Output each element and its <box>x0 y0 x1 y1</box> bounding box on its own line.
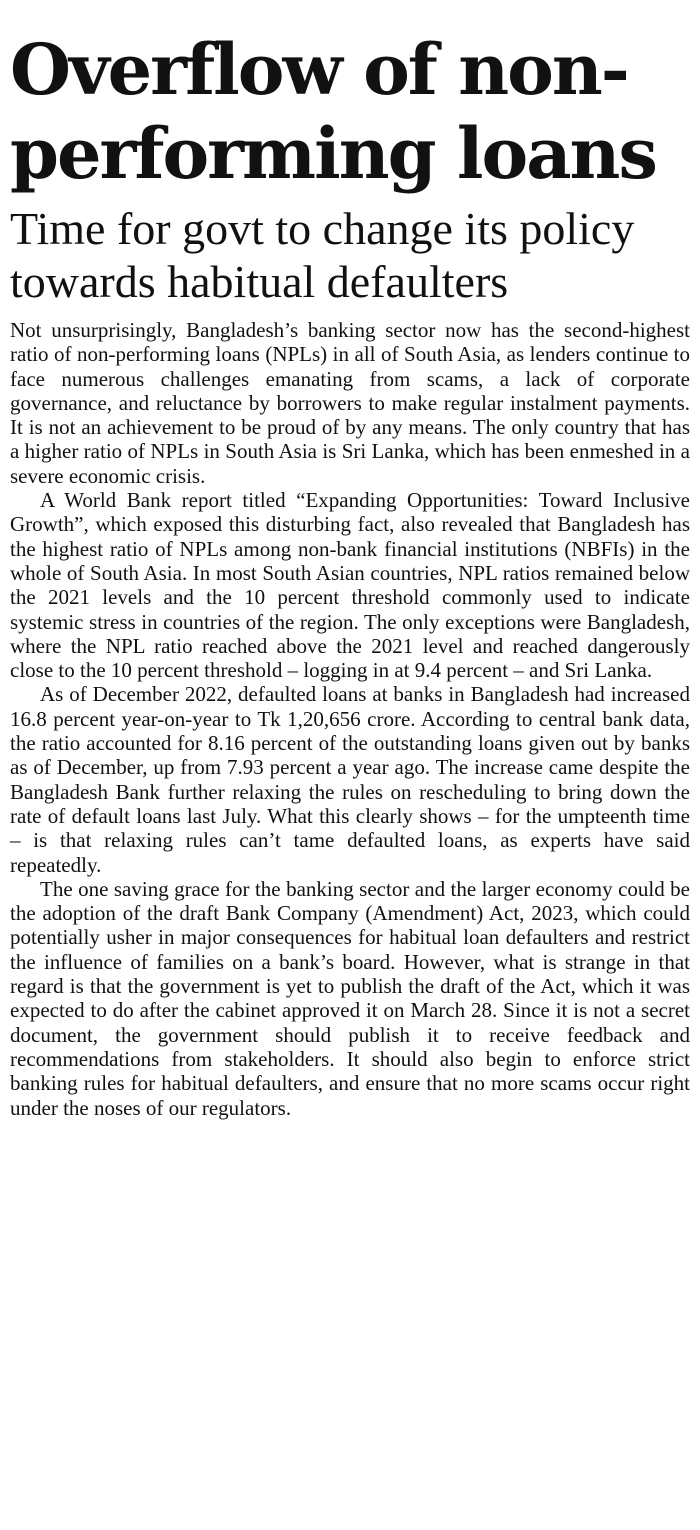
editorial-article <box>10 0 690 1120</box>
subheadline: Time for govt to change its policy towards habitual defaulters <box>10 203 635 307</box>
paragraph-4: The one saving grace for the banking sector and the larger economy could be the adoption of the draft Bank Company (Amendment) Act, 2023, which could potentially usher in major consequences for habitual loan defaulters and restrict the influence of families on a bank’s board. However, what is strange in that regard is that the government is yet to publish the draft of the Act, which it was expected to do after the cabinet approved it on March 28. Since it is not a secret document, the government should publish it to receive feedback and recommendations from stakeholders. It should also begin to enforce strict banking rules for habitual defaulters, and ensure that no more scams occur right under the noses of our regulators. <box>10 876 690 1120</box>
paragraph-3: As of December 2022, defaulted loans at banks in Bangladesh had increased 16.8 percent year-on-year to Tk 1,20,656 crore. According to central bank data, the ratio accounted for 8.16 percent of the outstanding loans given out by banks as of December, up from 7.93 percent a year ago. The increase came despite the Bangladesh Bank further relaxing the rules on rescheduling to bring down the rate of default loans last July. What this clearly shows – for the umpteenth time – is that relaxing rules can’t tame defaulted loans, as experts have said repeatedly. <box>10 682 690 877</box>
paragraph-1: Not unsurprisingly, Bangladesh’s banking sector now has the second-highest ratio of non-performing loans (NPLs) in all of South Asia, as lenders continue to face numerous challenges emanating from scams, a lack of corporate governance, and reluctance by borrowers to make regular instalment payments. It is not an achievement to be proud of by any means. The only country that has a higher ratio of NPLs in South Asia is Sri Lanka, which has been enmeshed in a severe economic crisis. <box>10 318 690 488</box>
paragraph-2: A World Bank report titled “Expanding Opportunities: Toward Inclusive Growth”, which exposed this disturbing fact, also revealed that Bangladesh has the highest ratio of NPLs among non-bank financial institutions (NBFIs) in the whole of South Asia. In most South Asian countries, NPL ratios remained below the 2021 levels and the 10 percent threshold commonly used to indicate systemic stress in countries of the region. The only exceptions were Bangladesh, where the NPL ratio reached above the 2021 level and reached dangerously close to the 10 percent threshold – logging in at 9.4 percent – and Sri Lanka. <box>10 488 690 683</box>
article-body <box>10 318 690 1120</box>
headline: Overflow of non-performing loans <box>10 28 656 195</box>
